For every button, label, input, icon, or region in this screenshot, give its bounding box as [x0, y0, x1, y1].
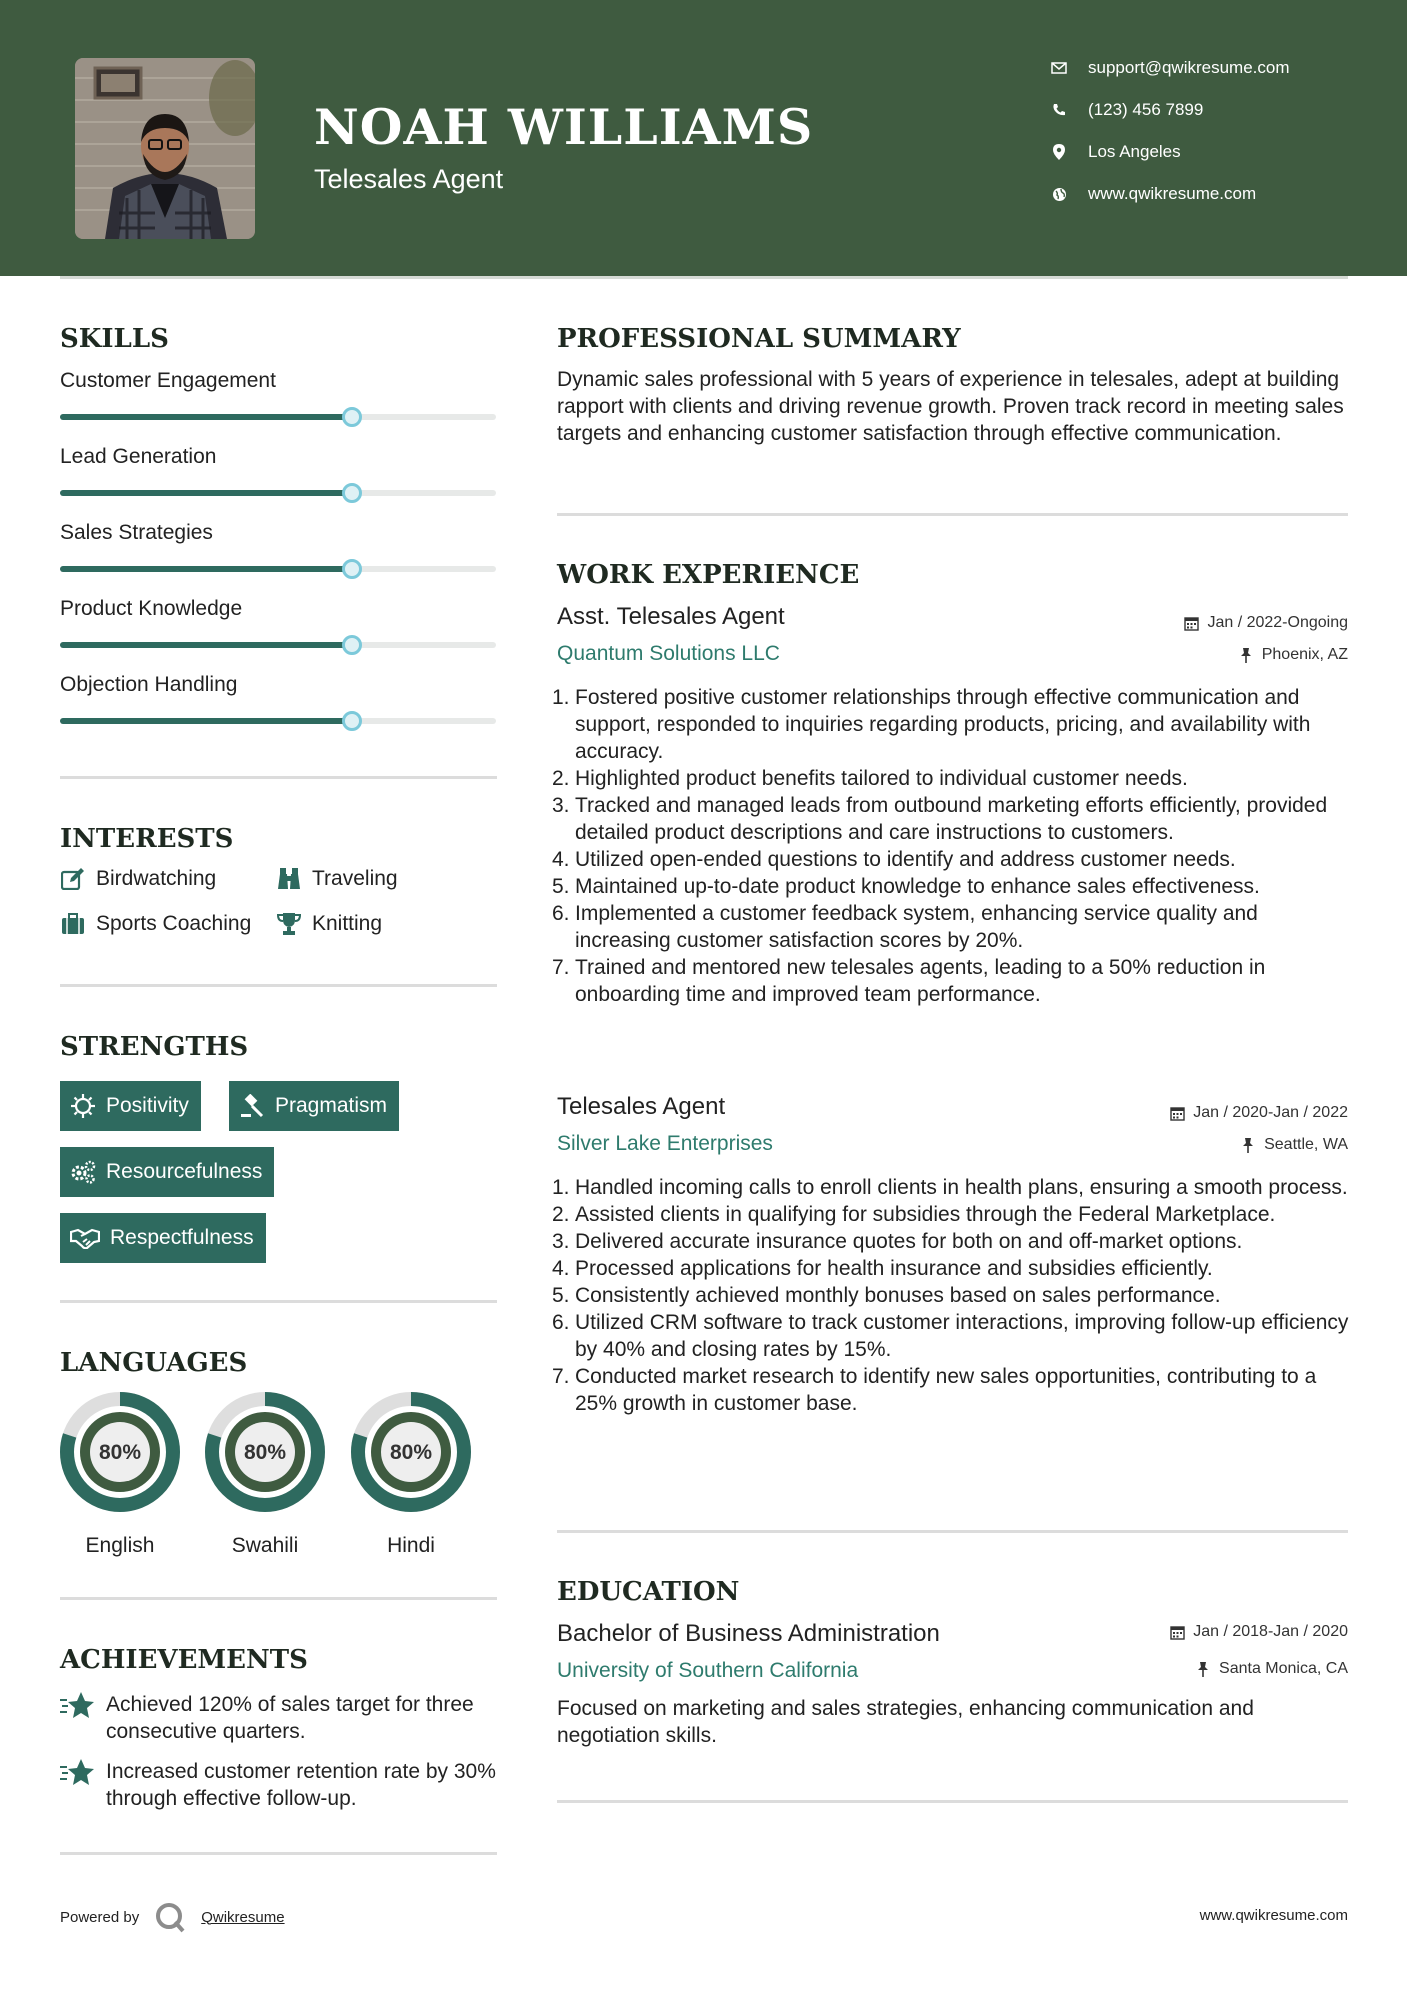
job-bullet — [552, 900, 1352, 954]
gears-icon — [70, 1160, 96, 1184]
skill-bar-knob — [342, 635, 362, 655]
job-bullet-text: Implemented a customer feedback system, enhancing service quality and increasing customer satisfaction scores by 20%. — [575, 902, 1258, 952]
skill-bar-knob — [342, 407, 362, 427]
skill-bar — [60, 642, 496, 648]
job-location-text: Phoenix, AZ — [1261, 646, 1348, 663]
education-school: University of Southern California — [557, 1659, 859, 1682]
job-bullet-number: 3. — [552, 794, 570, 817]
interest-item-knitting — [276, 912, 382, 936]
job-bullet — [552, 1309, 1352, 1363]
job-bullet-text: Handled incoming calls to enroll clients in health plans, ensuring a smooth process. — [575, 1176, 1348, 1199]
job-bullet — [552, 954, 1352, 1008]
footer-powered-by — [60, 1900, 285, 1934]
contact-phone[interactable] — [1050, 100, 1203, 120]
header-divider — [60, 276, 1348, 279]
job-bullet — [552, 1201, 1352, 1228]
job-bullet-text: Processed applications for health insurance and subsidies efficiently. — [575, 1257, 1213, 1280]
strength-label: Positivity — [106, 1094, 189, 1117]
envelope-icon — [1050, 59, 1068, 77]
language-name: Swahili — [231, 1534, 299, 1557]
candidate-name: NOAH WILLIAMS — [314, 98, 814, 156]
job-bullet-text: Fostered positive customer relationships through effective communication and support, responded to inquiries regarding products, pricing, and availability with accuracy. — [575, 686, 1311, 763]
qwikresume-logo-icon — [153, 1900, 187, 1934]
job-bullet-number: 1. — [552, 686, 570, 709]
map-pin-icon — [1050, 143, 1068, 161]
pushpin-icon — [1240, 1137, 1256, 1153]
job-bullet-text: Delivered accurate insurance quotes for both on and off-market options. — [575, 1230, 1243, 1253]
job-bullet — [552, 1255, 1352, 1282]
achievements-divider — [60, 1852, 497, 1855]
job-bullet — [552, 1228, 1352, 1255]
skills-heading: SKILLS — [60, 324, 169, 354]
job-bullet-text: Highlighted product benefits tailored to individual customer needs. — [575, 767, 1188, 790]
language-percent: 80% — [98, 1441, 142, 1464]
strength-tag-respectfulness — [60, 1213, 266, 1263]
experience-heading: WORK EXPERIENCE — [557, 560, 860, 590]
job-bullet-text: Conducted market research to identify new sales opportunities, contributing to a 25% growth in customer base. — [575, 1365, 1317, 1415]
strength-tag-resourcefulness — [60, 1147, 274, 1197]
pencil-square-icon — [60, 867, 86, 891]
skill-name: Product Knowledge — [60, 597, 243, 620]
interest-item-sports-coaching — [60, 912, 251, 936]
job-bullet-text: Utilized CRM software to track customer interactions, improving follow-up efficiency by 40% and closing rates by 15%. — [575, 1311, 1349, 1361]
resume-header — [0, 0, 1407, 276]
job-bullet — [552, 765, 1352, 792]
job-company: Quantum Solutions LLC — [557, 642, 780, 665]
job-bullet-number: 4. — [552, 848, 570, 871]
language-percent: 80% — [243, 1441, 287, 1464]
language-ring — [59, 1391, 181, 1513]
star-badge-icon — [60, 1758, 94, 1788]
skill-name: Sales Strategies — [60, 521, 213, 544]
job-bullet-number: 5. — [552, 1284, 570, 1307]
education-dates — [1169, 1623, 1348, 1641]
interest-label: Birdwatching — [96, 867, 217, 890]
languages-divider — [60, 1597, 497, 1600]
contact-website[interactable] — [1050, 184, 1256, 204]
job-bullet — [552, 1282, 1352, 1309]
summary-divider — [557, 513, 1348, 516]
summary-heading: PROFESSIONAL SUMMARY — [557, 324, 961, 354]
job-bullet — [552, 1363, 1352, 1417]
interest-item-birdwatching — [60, 867, 216, 891]
interest-label: Sports Coaching — [96, 912, 252, 935]
job-bullet-number: 6. — [552, 902, 570, 925]
skill-name: Lead Generation — [60, 445, 217, 468]
language-item — [59, 1391, 181, 1558]
job-bullets — [552, 684, 1352, 1008]
job-location — [1238, 646, 1348, 664]
job-bullet-text: Maintained up-to-date product knowledge to enhance sales effectiveness. — [575, 875, 1260, 898]
job-bullet-number: 2. — [552, 1203, 570, 1226]
powered-by-text: Powered by — [60, 1908, 140, 1926]
job-bullet-text: Trained and mentored new telesales agents, leading to a 50% reduction in onboarding time and improved team performance. — [575, 956, 1266, 1006]
footer-website[interactable]: www.qwikresume.com — [1199, 1907, 1348, 1924]
skill-bar — [60, 566, 496, 572]
job-bullet-number: 6. — [552, 1311, 570, 1334]
contact-location — [1050, 142, 1181, 162]
gavel-icon — [239, 1094, 265, 1118]
job-dates — [1169, 1104, 1348, 1122]
interest-label: Knitting — [312, 912, 383, 935]
job-bullet-number: 7. — [552, 1365, 570, 1388]
skill-bar-fill — [60, 718, 352, 724]
contact-email[interactable] — [1050, 58, 1290, 78]
pushpin-icon — [1195, 1661, 1211, 1677]
candidate-title: Telesales Agent — [314, 164, 504, 194]
job-location-text: Seattle, WA — [1264, 1136, 1348, 1153]
strength-label: Pragmatism — [275, 1094, 388, 1117]
skill-name: Objection Handling — [60, 673, 238, 696]
language-percent: 80% — [389, 1441, 433, 1464]
skill-bar-knob — [342, 559, 362, 579]
job-bullets — [552, 1174, 1352, 1417]
job-bullet-text: Tracked and managed leads from outbound marketing efforts efficiently, provided detailed product descriptions and care instructions to customers. — [575, 794, 1328, 844]
strength-tag-positivity — [60, 1081, 201, 1131]
education-heading: EDUCATION — [557, 1577, 740, 1607]
strength-label: Respectfulness — [110, 1226, 254, 1249]
strength-label: Resourcefulness — [106, 1160, 263, 1183]
skill-bar-knob — [342, 483, 362, 503]
skill-bar-knob — [342, 711, 362, 731]
language-ring — [350, 1391, 472, 1513]
interests-divider — [60, 984, 497, 987]
education-location-text: Santa Monica, CA — [1219, 1660, 1348, 1677]
strength-tag-pragmatism — [229, 1081, 399, 1131]
job-bullet-text: Utilized open-ended questions to identify and address customer needs. — [575, 848, 1236, 871]
job-dates-text: Jan / 2022-Ongoing — [1207, 614, 1348, 631]
job-title: Asst. Telesales Agent — [557, 603, 785, 630]
briefcase-icon — [60, 912, 86, 936]
achievement-item — [60, 1758, 500, 1812]
job-bullet — [552, 873, 1352, 900]
education-divider — [557, 1800, 1348, 1803]
sun-icon — [70, 1094, 96, 1118]
job-bullet — [552, 846, 1352, 873]
qwikresume-brand-link[interactable]: Qwikresume — [201, 1908, 285, 1926]
job-location — [1240, 1136, 1348, 1154]
job-bullet — [552, 1174, 1352, 1201]
skill-bar-fill — [60, 414, 352, 420]
education-location — [1195, 1660, 1348, 1678]
calendar-icon — [1169, 1105, 1185, 1121]
experience-divider — [557, 1530, 1348, 1533]
summary-text: Dynamic sales professional with 5 years of experience in telesales, adept at building rapport with clients and driving revenue growth. Proven track record in meeting sales targets and enhancing customer satisfaction through effective communication. — [557, 368, 1344, 445]
interest-label: Traveling — [312, 867, 398, 890]
profile-photo — [75, 58, 255, 239]
skills-divider — [60, 776, 497, 779]
skill-name: Customer Engagement — [60, 369, 276, 392]
contact-phone-text: (123) 456 7899 — [1088, 100, 1204, 119]
star-badge-icon — [60, 1691, 94, 1721]
contact-location-text: Los Angeles — [1088, 142, 1181, 161]
skill-bar — [60, 414, 496, 420]
job-bullet-number: 3. — [552, 1230, 570, 1253]
language-name: Hindi — [387, 1534, 435, 1557]
job-title: Telesales Agent — [557, 1093, 726, 1120]
achievement-text: Increased customer retention rate by 30% through effective follow-up. — [106, 1760, 496, 1810]
job-bullet-number: 2. — [552, 767, 570, 790]
phone-icon — [1050, 101, 1068, 119]
skill-bar — [60, 490, 496, 496]
job-bullet-number: 4. — [552, 1257, 570, 1280]
languages-heading: LANGUAGES — [60, 1348, 248, 1378]
achievement-text: Achieved 120% of sales target for three consecutive quarters. — [106, 1693, 474, 1743]
calendar-icon — [1169, 1624, 1185, 1640]
job-bullet-text: Consistently achieved monthly bonuses based on sales performance. — [575, 1284, 1221, 1307]
interest-item-traveling — [276, 867, 398, 891]
skill-bar-fill — [60, 566, 352, 572]
language-name: English — [85, 1534, 155, 1557]
language-item — [204, 1391, 326, 1558]
globe-icon — [1050, 185, 1068, 203]
skill-bar-fill — [60, 642, 352, 648]
job-dates — [1183, 614, 1348, 632]
interests-heading: INTERESTS — [60, 824, 234, 854]
achievement-item — [60, 1691, 500, 1745]
job-bullet-number: 1. — [552, 1176, 570, 1199]
skill-bar-fill — [60, 490, 352, 496]
language-ring — [204, 1391, 326, 1513]
strengths-heading: STRENGTHS — [60, 1032, 249, 1062]
contact-website-text: www.qwikresume.com — [1088, 184, 1257, 203]
education-dates-text: Jan / 2018-Jan / 2020 — [1193, 1623, 1348, 1640]
job-bullet — [552, 684, 1352, 765]
education-description: Focused on marketing and sales strategies, enhancing communication and negotiation skills. — [557, 1697, 1254, 1747]
calendar-icon — [1183, 615, 1199, 631]
job-dates-text: Jan / 2020-Jan / 2022 — [1193, 1104, 1348, 1121]
language-item — [350, 1391, 472, 1558]
job-company: Silver Lake Enterprises — [557, 1132, 773, 1155]
education-degree: Bachelor of Business Administration — [557, 1620, 940, 1647]
skill-bar — [60, 718, 496, 724]
handshake-icon — [70, 1226, 100, 1250]
contact-email-text: support@qwikresume.com — [1088, 58, 1290, 77]
job-bullet-number: 7. — [552, 956, 570, 979]
pushpin-icon — [1238, 647, 1254, 663]
strengths-divider — [60, 1300, 497, 1303]
job-bullet — [552, 792, 1352, 846]
binoculars-icon — [276, 867, 302, 891]
job-bullet-number: 5. — [552, 875, 570, 898]
achievements-heading: ACHIEVEMENTS — [60, 1645, 308, 1675]
job-bullet-text: Assisted clients in qualifying for subsidies through the Federal Marketplace. — [575, 1203, 1276, 1226]
trophy-icon — [276, 912, 302, 936]
